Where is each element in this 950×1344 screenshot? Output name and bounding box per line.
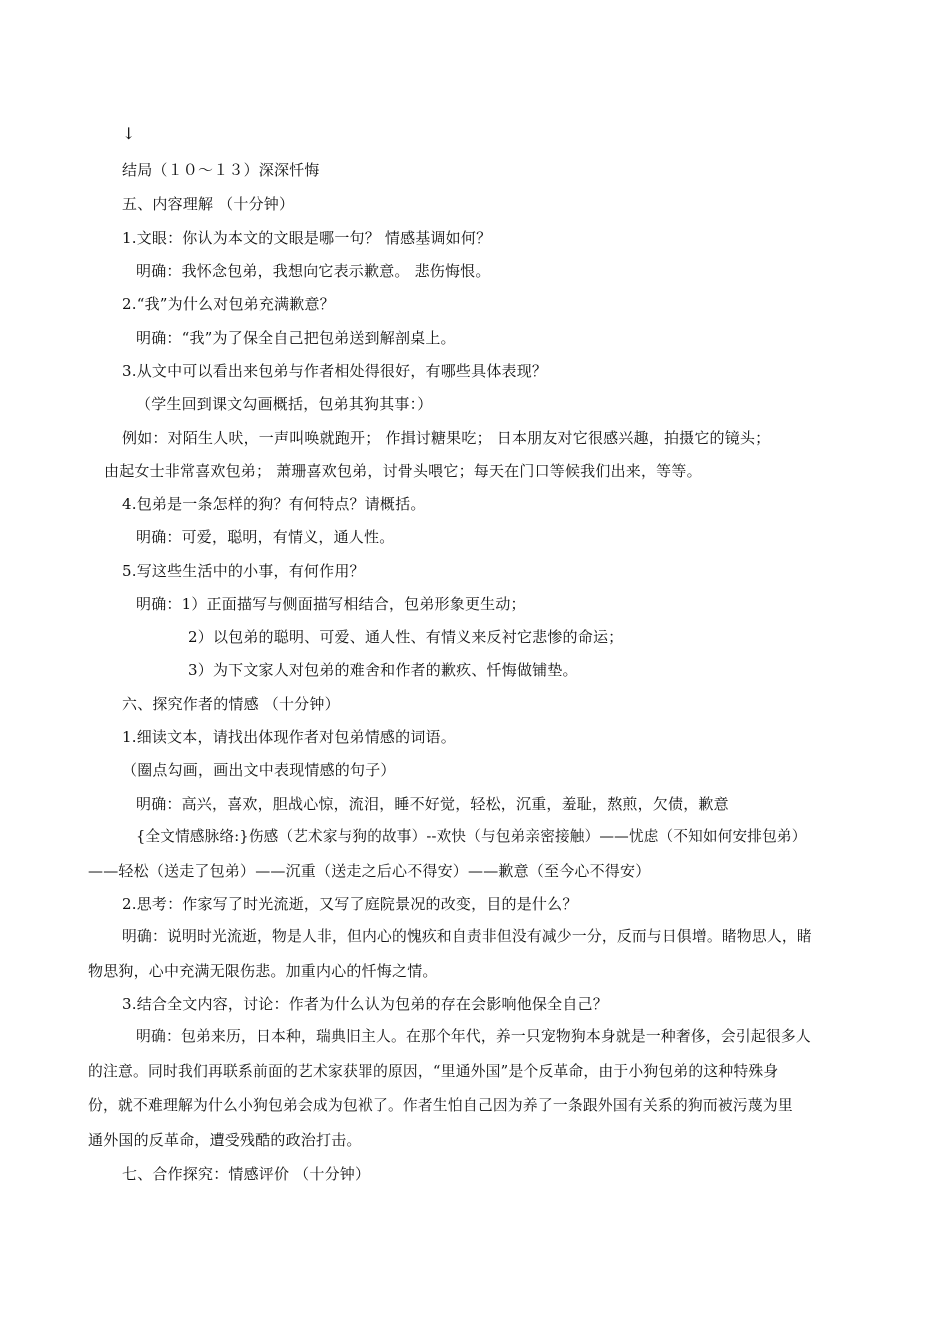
section-heading: 七、合作探究：情感评价 （十分钟）: [122, 1165, 371, 1183]
question-line: 3.结合全文内容，讨论：作者为什么认为包弟的存在会影响他保全自己？: [122, 995, 608, 1013]
section-heading: 六、探究作者的情感 （十分钟）: [122, 695, 340, 713]
section-heading: 五、内容理解 （十分钟）: [122, 195, 295, 213]
question-line: 2.“我”为什么对包弟充满歉意？: [122, 295, 335, 313]
question-line: 1.细读文本，请找出体现作者对包弟情感的词语。: [122, 728, 456, 746]
answer-line: 明确：包弟来历，日本种，瑞典旧主人。在那个年代，养一只宠物狗本身就是一种奢侈，会引起很多人: [136, 1028, 811, 1045]
text-line: 结局（１０～１３）深深忏悔: [122, 161, 320, 179]
question-line: 5.写这些生活中的小事，有何作用？: [122, 562, 365, 580]
answer-line: 2）以包弟的聪明、可爱、通人性、有情义来反衬它悲惨的命运；: [188, 628, 624, 646]
answer-line: 明确：可爱，聪明，有情义，通人性。: [136, 528, 395, 546]
answer-line: 通外国的反革命，遭受残酷的政治打击。: [88, 1131, 362, 1149]
answer-line: 明确：我怀念包弟，我想向它表示歉意。 悲伤悔恨。: [136, 262, 491, 280]
answer-line: 明确：说明时光流逝，物是人非，但内心的愧疚和自责非但没有减少一分，反而与日俱增。睹物思人，睹: [122, 928, 812, 945]
answer-line: 3）为下文家人对包弟的难舍和作者的歉疚、忏悔做铺垫。: [188, 661, 578, 679]
answer-line: 明确：“我”为了保全自己把包弟送到解剖桌上。: [136, 329, 456, 347]
question-line: 4.包弟是一条怎样的狗？有何特点？请概括。: [122, 495, 426, 513]
note-line: （圈点勾画，画出文中表现情感的句子）: [122, 761, 396, 779]
example-line: 例如：对陌生人吠，一声叫唤就跑开； 作揖讨糖果吃； 日本朋友对它很感兴趣，拍摄它的镜头；: [122, 429, 771, 447]
example-line: 由起女士非常喜欢包弟； 萧珊喜欢包弟，讨骨头喂它；每天在门口等候我们出来，等等。: [104, 462, 702, 480]
answer-line: 份，就不难理解为什么小狗包弟会成为包袱了。作者生怕自己因为养了一条跟外国有关系的狗而被污蔑为里: [88, 1097, 793, 1114]
question-line: 2.思考：作家写了时光流逝，又写了庭院景况的改变，目的是什么？: [122, 895, 578, 913]
question-line: 1.文眼：你认为本文的文眼是哪一句？ 情感基调如何？: [122, 229, 492, 247]
emotion-thread-line: {全文情感脉络:}伤感（艺术家与狗的故事）--欢快（与包弟亲密接触）——忧虑（不知如何安排包弟）: [136, 828, 807, 845]
question-line: 3.从文中可以看出来包弟与作者相处得很好，有哪些具体表现？: [122, 362, 548, 380]
answer-line: 明确：1）正面描写与侧面描写相结合，包弟形象更生动；: [136, 595, 526, 613]
answer-line: 的注意。同时我们再联系前面的艺术家获罪的原因，“里通外国”是个反革命，由于小狗包弟的这种特殊身: [88, 1063, 779, 1080]
note-line: （学生回到课文勾画概括，包弟其狗其事：）: [136, 395, 433, 413]
answer-line: 明确：高兴，喜欢，胆战心惊，流泪，睡不好觉，轻松，沉重，羞耻，熬煎，欠债，歉意: [136, 795, 729, 813]
down-arrow-icon: ↓: [122, 124, 136, 143]
answer-line: 物思狗，心中充满无限伤悲。加重内心的忏悔之情。: [88, 962, 438, 980]
emotion-thread-line: ——轻松（送走了包弟）——沉重（送走之后心不得安）——歉意（至今心不得安）: [88, 862, 651, 880]
